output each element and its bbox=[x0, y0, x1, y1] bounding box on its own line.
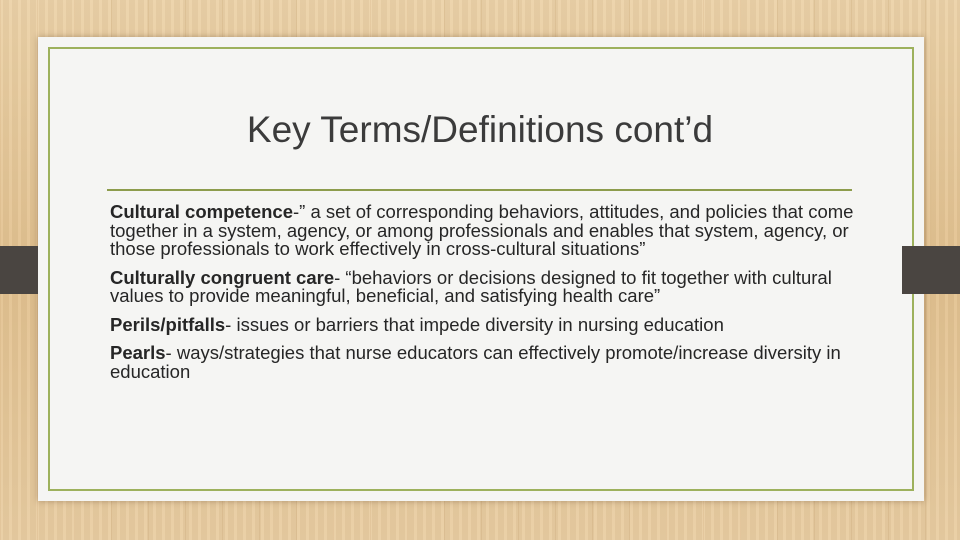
term-item bbox=[110, 203, 855, 259]
term-definition: - issues or barriers that impede diversity in nursing education bbox=[225, 313, 724, 335]
term-name: Perils/pitfalls bbox=[110, 313, 226, 335]
term-item bbox=[110, 266, 855, 306]
title-divider bbox=[107, 189, 852, 191]
terms-list bbox=[110, 203, 855, 391]
term-definition: - ways/strategies that nurse educators can effectively promote/increase diversity in education bbox=[110, 342, 841, 382]
term-item bbox=[110, 344, 855, 381]
term-name: Cultural competence bbox=[110, 201, 293, 222]
term-definition: -” a set of corresponding behaviors, attitudes, and policies that come together in a system, agency, or among professionals and enables that system, agency, or those professionals to work effectively in cross-cultural situations” bbox=[110, 201, 854, 259]
term-definition: - “behaviors or decisions designed to fit together with cultural values to provide meaningful, beneficial, and satisfying health care” bbox=[110, 266, 832, 306]
left-side-tab bbox=[0, 246, 38, 294]
slide-title: Key Terms/Definitions cont’d bbox=[246, 109, 714, 150]
term-item bbox=[110, 313, 855, 335]
term-name: Pearls bbox=[110, 342, 166, 363]
term-name: Culturally congruent care bbox=[110, 266, 335, 288]
right-side-tab bbox=[902, 246, 960, 294]
